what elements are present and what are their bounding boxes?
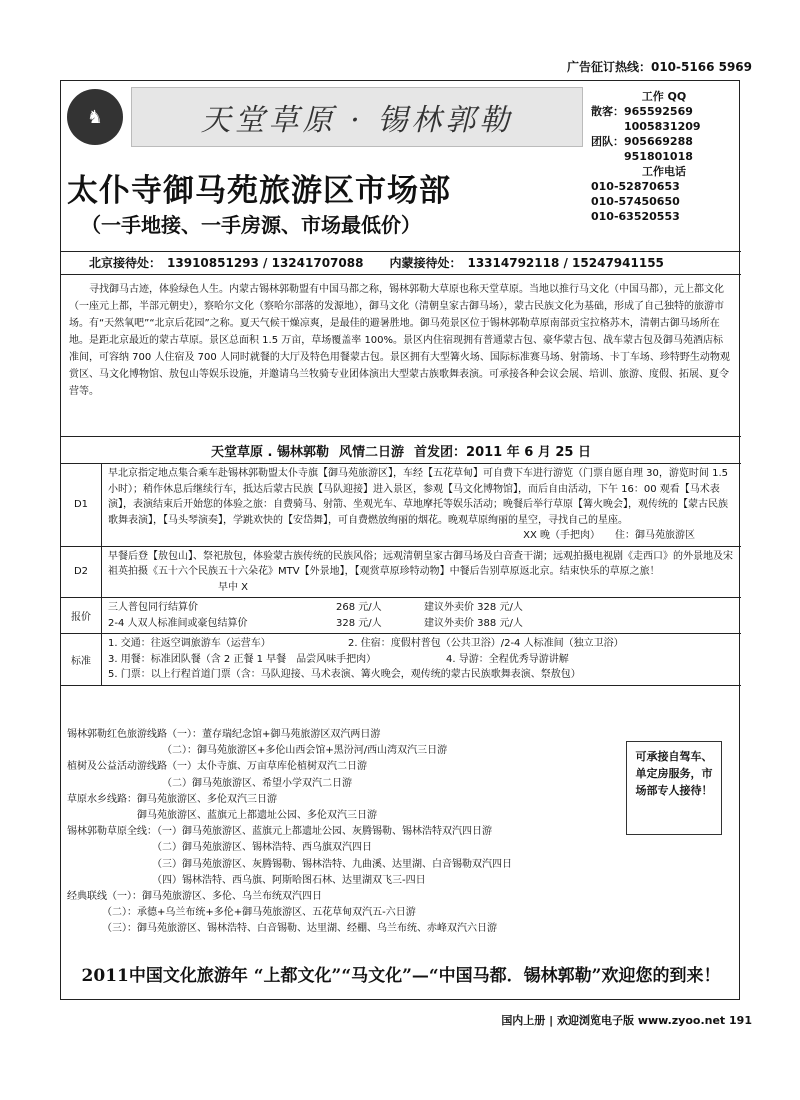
price1-value: 268 元/人: [336, 602, 382, 613]
san-qq-1: 965592569: [624, 105, 693, 118]
route-line: （二）：承德+乌兰布统+多伦+御马苑旅游区、五花草甸双汽五-六日游: [67, 907, 416, 919]
advertisement-frame: [60, 80, 740, 1000]
san-label: 散客：: [591, 105, 624, 118]
day1-label: D1: [61, 464, 102, 546]
phone-2: 010-57450650: [591, 195, 680, 208]
route-line: （四）锡林浩特、西乌旗、阿斯哈图石林、达里湖双飞三-四日: [67, 874, 426, 886]
price1-desc: 三人普包同行结算价: [108, 602, 198, 613]
day2-text: 早餐后登【敖包山】、祭祀敖包，体验蒙古族传统的民族风俗；远观清朝皇家古御马场及白音查干湖；远观拍摄电视剧《走西口》的外景地及宋祖英拍摄《五十六个民族五十六朵花》MTV【外景地】，【观赏草原珍特动物】中餐后告别草原返北京。结束快乐的草原之旅！: [108, 550, 733, 577]
service-note-box: 可承接自驾车、单定房服务，市场部专人接待！: [626, 741, 722, 835]
route-line: （二）：御马苑旅游区+多伦山西会馆+黑汾河/西山湾双汽三日游: [67, 745, 448, 757]
standard-1: 1. 交通：往返空调旅游车（运营车）: [108, 638, 271, 649]
ad-hotline: 广告征订热线：010-5166 5969: [566, 60, 752, 74]
route-line: 草原水乡线路：御马苑旅游区、多伦双汽三日游: [67, 793, 277, 805]
slogan: 2011中国文化旅游年 “上都文化”“马文化”—“中国马都．锡林郭勒”欢迎您的到来！: [81, 966, 721, 986]
tour-subtitle: 风情二日游: [339, 444, 405, 460]
route-line: （二）御马苑旅游区、锡林浩特、西乌旗双汽四日: [67, 842, 372, 854]
day1-row: [61, 464, 741, 547]
price-label: 报价: [61, 598, 102, 633]
tour-header: [61, 437, 741, 464]
beijing-label: 北京接待处：: [89, 256, 162, 270]
intro-paragraph: 寻找御马古迹，体验绿色人生。内蒙古锡林郭勒盟有中国马都之称，锡林郭勒大草原也称天堂草原。当地以推行马文化（中国马都），元上都文化（一座元上都，半部元朝史），察哈尔文化（察哈尔部落的发源地），御马文化（清朝皇家古御马场），蒙古民族文化为基础，形成了自己独特的旅游市场。有“天然氧吧”“北京后花园”之称。夏天气候干燥凉爽，是最佳的避暑胜地。御马苑景区位于锡林郭勒草原南部贡宝拉格苏木，清朝古御马场所在地。是距北京最近的蒙古草原。景区总面积 1.5 万亩，草场覆盖率 100%。景区内住宿现拥有普通蒙古包、豪华蒙古包、战车蒙古包及御马苑酒店标准间，可容纳 700 人住宿及 700 人同时就餐的大厅及特色用餐蒙古包。景区拥有大型篝火场、国际标准赛马场、射箭场、卡丁车场、珍特野生动物观赏区、马文化博物馆、敖包山等娱乐设施，并邀请乌兰牧骑专业团体演出大型蒙古族歌舞表演。可承接各种会议会展、培训、旅游、度假、拓展、夏令营等。: [69, 284, 730, 397]
route-line: （三）御马苑旅游区、灰腾锡勒、锡林浩特、九曲溪、达里湖、白音锡勒双汽四日: [67, 858, 512, 870]
day1-text: 早北京指定地点集合乘车赴锡林郭勒盟太仆寺旗【御马苑旅游区】，车经【五花草甸】可自费下车进行游览（门票自愿自理 30，游览时间 1.5 小时）；稍作休息后继续行车，抵达后蒙古民族【马队迎接】进入景区，参观【马文化博物馆】，而后自由活动，下午 16：00 观看【马术表演】，表演结束后开始您的体验之旅：自费骑马、射箭、坐观光车、草地摩托等娱乐活动；晚餐后举行草原【篝火晚会】，观传统的【蒙古民族歌舞表演】，【马头琴演奏】，学跳欢快的【安岱舞】，可自费燃放绚丽的烟花。晚观草原绚丽的星空，寻找自己的星座。: [108, 468, 728, 526]
route-line: （三）：御马苑旅游区、锡林浩特、白音锡勒、达里湖、经棚、乌兰布统、赤峰双汽六日游: [67, 923, 497, 935]
day2-label: D2: [61, 547, 102, 598]
horse-logo-icon: ♞: [67, 89, 123, 145]
neimeng-label: 内蒙接待处：: [389, 256, 462, 270]
price-row: [61, 598, 741, 634]
standard-3: 3. 用餐：标准团队餐（含 2 正餐 1 早餐 品尝风味手把肉）: [108, 653, 377, 665]
page-title: 太仆寺御马苑旅游区市场部: [67, 173, 451, 209]
standard-row: [61, 634, 741, 686]
price1-suggest: 建议外卖价 328 元/人: [424, 602, 523, 613]
contact-panel: [591, 89, 737, 224]
day1-meal: XX 晚（手把肉）: [523, 530, 595, 541]
phone-1: 010-52870653: [591, 180, 680, 193]
header: [61, 81, 741, 252]
page-footer: 国内上册 | 欢迎浏览电子版 www.zyoo.net 191: [501, 1014, 752, 1027]
standard-2: 2. 住宿：度假村普包（公共卫浴）/2-4 人标准间（独立卫浴）: [348, 638, 624, 649]
tour-date: 首发团：2011 年 6 月 25 日: [414, 444, 591, 460]
standard-5: 5. 门票：以上行程首道门票（含：马队迎接、马术表演、篝火晚会，观传统的蒙古民族歌舞表演、祭敖包）: [108, 669, 581, 680]
route-line: 御马苑旅游区、蓝旗元上都遗址公园、多伦双汽三日游: [67, 810, 377, 822]
tuan-qq-1: 905669288: [624, 135, 693, 148]
banner-calligraphy: 天堂草原 · 锡林郭勒: [131, 87, 583, 147]
tour-title: 天堂草原 . 锡林郭勒: [211, 444, 330, 460]
qq-title: 工作 QQ: [641, 90, 687, 103]
price2-desc: 2-4 人双人标准间或豪包结算价: [108, 617, 248, 629]
phone-3: 010-63520553: [591, 210, 680, 223]
phone-title: 工作电话: [642, 165, 686, 178]
neimeng-phones: 13314792118 / 15247941155: [467, 255, 664, 270]
route-line: 锡林郭勒草原全线：（一）御马苑旅游区、蓝旗元上都遗址公园、灰腾锡勒、锡林浩特双汽四日游: [67, 826, 492, 838]
san-qq-2: 1005831209: [624, 120, 701, 133]
beijing-phones: 13910851293 / 13241707088: [167, 255, 364, 270]
tuan-label: 团队：: [591, 135, 624, 148]
day2-row: [61, 547, 741, 599]
tour-table: [61, 436, 741, 686]
price2-value: 328 元/人: [336, 617, 382, 629]
route-line: 植树及公益活动游线路（一）太仆寺旗、万亩草库伦植树双汽二日游: [67, 761, 367, 773]
route-line: 锡林郭勒红色旅游线路（一）：董存瑞纪念馆+御马苑旅游区双汽两日游: [67, 729, 381, 740]
day2-meal: 早中 X: [218, 581, 249, 593]
standard-label: 标准: [61, 634, 102, 685]
route-list: [67, 727, 627, 938]
tuan-qq-2: 951801018: [624, 150, 693, 163]
page-subtitle: （一手地接、一手房源、市场最低价）: [81, 213, 421, 237]
price2-suggest: 建议外卖价 388 元/人: [424, 617, 523, 629]
standard-4: 4. 导游：全程优秀导游讲解: [446, 653, 569, 665]
route-line: 经典联线（一）：御马苑旅游区、多伦、乌兰布统双汽四日: [67, 891, 322, 903]
day1-stay: 住：御马苑旅游区: [615, 530, 695, 541]
pickup-bar: [61, 251, 741, 275]
route-line: （二）御马苑旅游区、希望小学双汽二日游: [67, 777, 352, 789]
